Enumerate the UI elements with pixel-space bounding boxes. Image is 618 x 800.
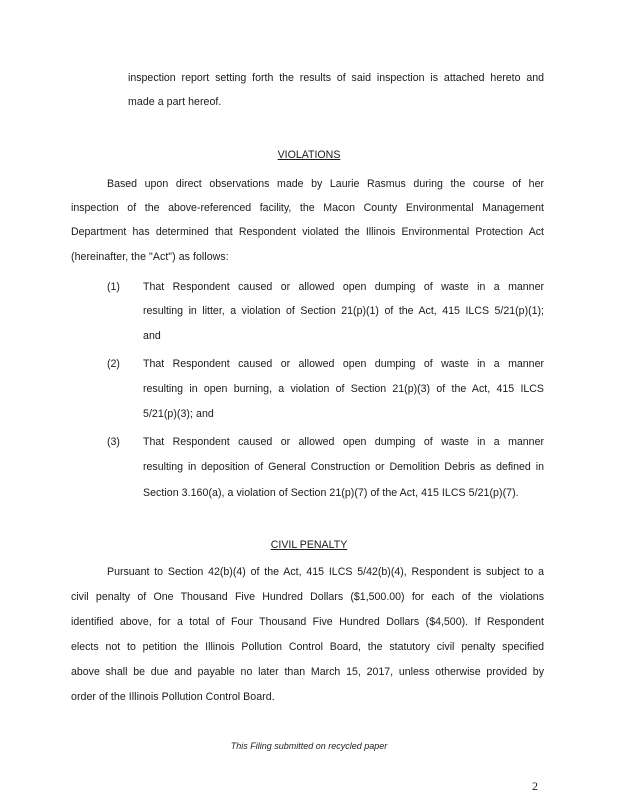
civil-penalty-line-4: elects not to petition the Illinois Pollution Control Board, the statutory civil penalty specified <box>71 641 544 653</box>
violation-item-3-line-2: resulting in deposition of General Construction or Demolition Debris as defined in <box>143 461 544 473</box>
civil-penalty-line-3: identified above, for a total of Four Thousand Five Hundred Dollars ($4,500). If Respondent <box>71 616 544 628</box>
violation-item-number: (1) <box>107 281 120 293</box>
footer-note: This Filing submitted on recycled paper <box>230 741 388 751</box>
intro-line-2: made a part hereof. <box>128 96 222 108</box>
violation-item-3-line-1: That Respondent caused or allowed open dumping of waste in a manner <box>143 436 544 448</box>
violation-item-2-line-3: 5/21(p)(3); and <box>143 408 214 420</box>
violation-item-number: (3) <box>107 436 120 448</box>
violations-paragraph-line-4: (hereinafter, the "Act") as follows: <box>71 251 229 263</box>
violation-item-2-line-2: resulting in open burning, a violation of Section 21(p)(3) of the Act, 415 ILCS <box>143 383 544 395</box>
page-number: 2 <box>532 779 538 793</box>
civil-penalty-heading: CIVIL PENALTY <box>270 539 348 551</box>
violation-item-1-line-2: resulting in litter, a violation of Section 21(p)(1) of the Act, 415 ILCS 5/21(p)(1); <box>143 305 544 317</box>
violation-item-1-line-3: and <box>143 330 161 342</box>
violations-paragraph-line-2: inspection of the above-referenced facility, the Macon County Environmental Management <box>71 202 544 214</box>
civil-penalty-line-6: order of the Illinois Pollution Control Board. <box>71 691 275 703</box>
civil-penalty-line-1: Pursuant to Section 42(b)(4) of the Act, 415 ILCS 5/42(b)(4), Respondent is subject to a <box>107 566 544 578</box>
civil-penalty-line-5: above shall be due and payable no later than March 15, 2017, unless otherwise provided by <box>71 666 544 678</box>
violations-paragraph-line-3: Department has determined that Respondent violated the Illinois Environmental Protection Act <box>71 226 544 238</box>
violations-paragraph-line-1: Based upon direct observations made by Laurie Rasmus during the course of her <box>107 178 544 190</box>
violation-item-1-line-1: That Respondent caused or allowed open dumping of waste in a manner <box>143 281 544 293</box>
violation-item-2-line-1: That Respondent caused or allowed open dumping of waste in a manner <box>143 358 544 370</box>
violation-item-3-line-3: Section 3.160(a), a violation of Section 21(p)(7) of the Act, 415 ILCS 5/21(p)(7). <box>143 487 519 499</box>
violations-heading: VIOLATIONS <box>277 149 341 161</box>
civil-penalty-line-2: civil penalty of One Thousand Five Hundred Dollars ($1,500.00) for each of the violations <box>71 591 544 603</box>
violation-item-number: (2) <box>107 358 120 370</box>
intro-line-1: inspection report setting forth the results of said inspection is attached hereto and <box>128 72 544 84</box>
